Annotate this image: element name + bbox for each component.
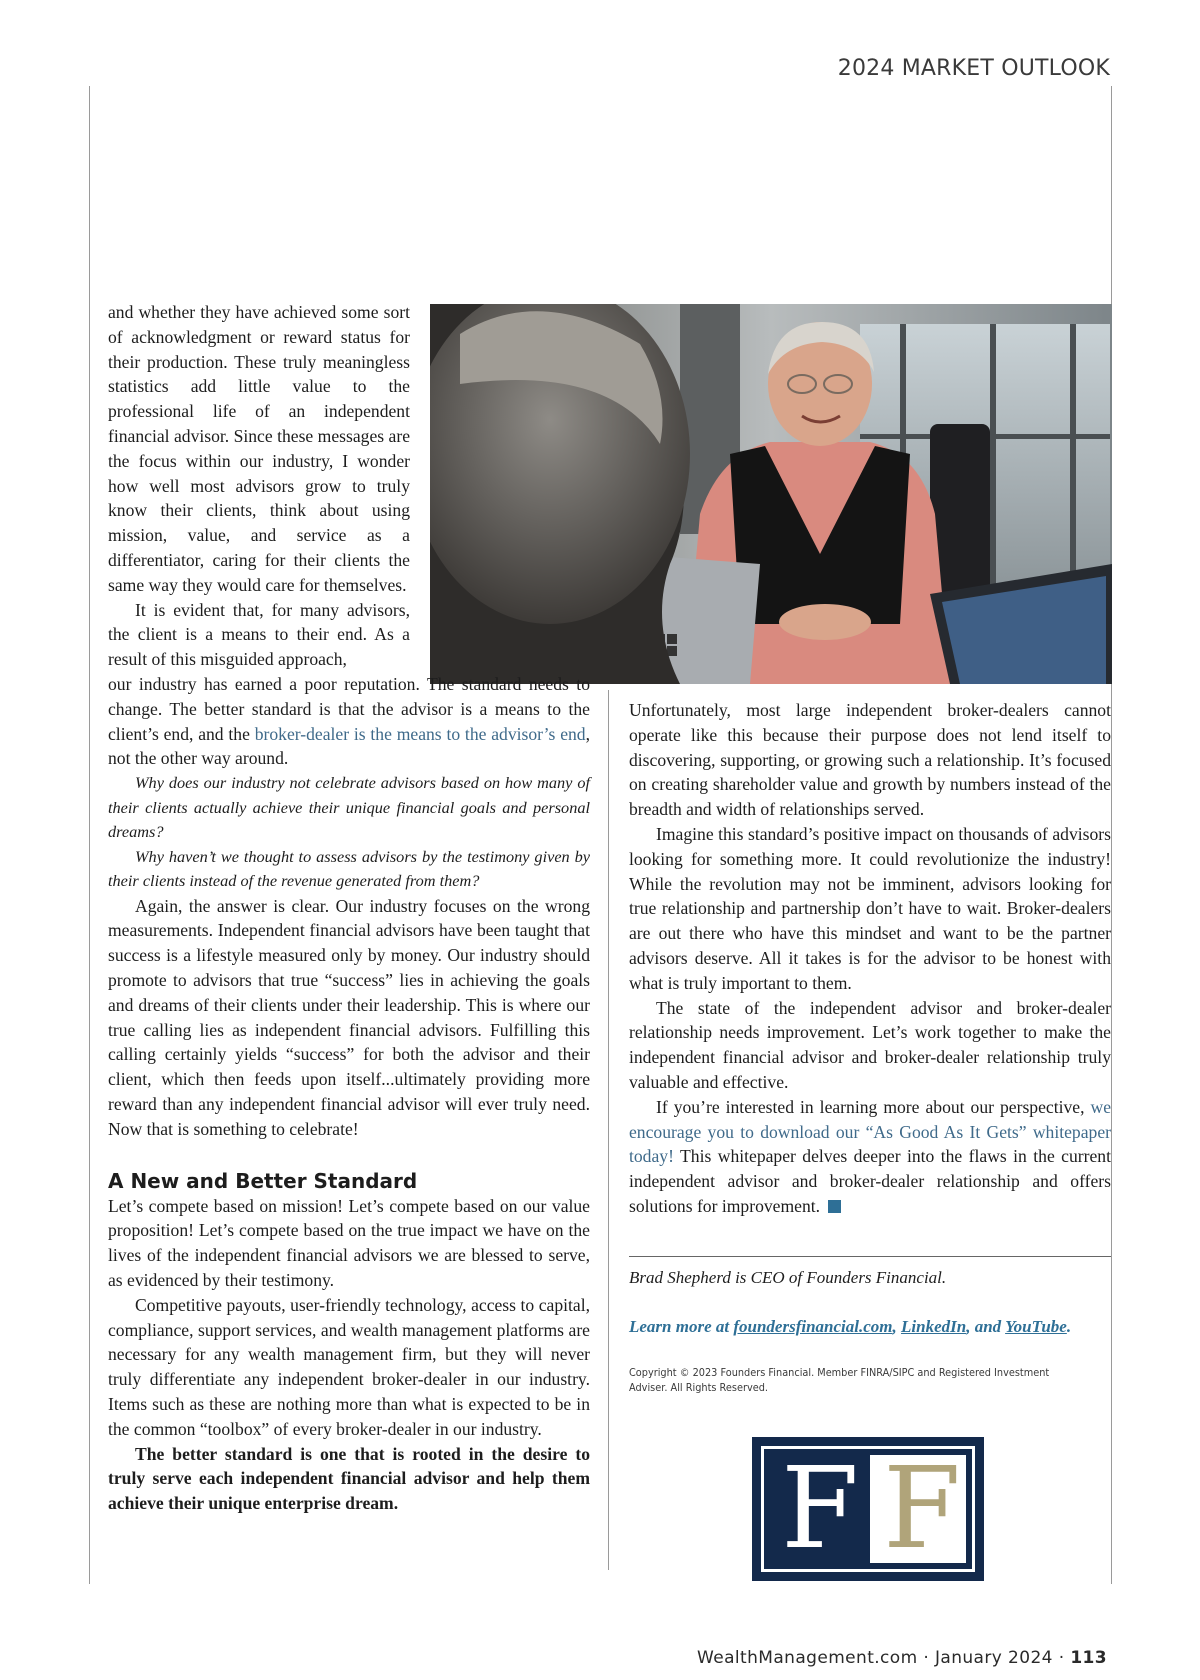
linkedin-link[interactable]: LinkedIn — [901, 1317, 967, 1336]
learn-more-line — [629, 1317, 1119, 1337]
paragraph: Unfortunately, most large independent broker-dealers cannot operate like this because their purpose does not lend itself to discovering, supporting, or growing such a relationship. It’s focused on creating shareholder value and growth by numbers instead of the breadth and width of relationships served. — [629, 700, 1111, 820]
right-column — [629, 698, 1111, 1219]
youtube-link[interactable]: YouTube — [1005, 1317, 1067, 1336]
paragraph — [629, 1095, 1111, 1219]
paragraph: Competitive payouts, user-friendly technology, access to capital, compliance, support services, and wealth management platforms are necessary for any wealth management firm, but they will never truly differentiate any independent broker-dealer in our industry. Items such as these are nothing more than what is expected to be in the common “toolbox” of every broker-dealer in our industry. — [108, 1294, 590, 1439]
text-span: , and — [966, 1317, 1006, 1336]
bio-divider — [629, 1256, 1111, 1257]
whitepaper-link[interactable]: we encourage you to download our “As Good As It Gets” whitepaper today! — [629, 1096, 1111, 1167]
website-link[interactable]: foundersfinancial.com — [733, 1317, 893, 1336]
column-divider — [608, 690, 609, 1570]
end-of-article-mark — [828, 1200, 841, 1213]
text-span: . — [1066, 1317, 1072, 1336]
author-bio: Brad Shepherd is CEO of Founders Financial. — [629, 1268, 947, 1287]
paragraph: Again, the answer is clear. Our industry focuses on the wrong measurements. Independent financial advisors have been taught that success is a lifestyle measured only by money. Our industry should promote to advisors that true “success” lies in achieving the goals and dreams of their clients under their leadership. This is where our true calling lies as independent financial advisors. Fulfilling this calling certainly yields “success” for both the advisor and their client, which then feeds upon itself...ultimately providing more reward than any independent financial advisor will ever truly need. Now that is something to celebrate! — [108, 895, 590, 1139]
logo-letter-gold: F — [883, 1444, 961, 1574]
question-paragraph: Why does our industry not celebrate advisors based on how many of their clients actually achieve their unique financial goals and personal dreams? — [108, 773, 590, 842]
footer-site-date: WealthManagement.com · January 2024 · — [697, 1648, 1071, 1668]
founders-financial-logo — [752, 1437, 984, 1581]
paragraph — [108, 672, 590, 771]
paragraph: Let’s compete based on mission! Let’s compete based on our value proposition! Let’s compete based on the true impact we have on the lives of the independent financial advisors we are blessed to serve, as evidenced by their testimony. — [108, 1195, 590, 1290]
paragraph: It is evident that, for many advisors, the client is a means to their end. As a result of this misguided approach, — [108, 599, 410, 670]
running-header: 2024 MARKET OUTLOOK — [837, 56, 1110, 81]
bold-paragraph: The better standard is one that is rooted in the desire to truly serve each independent financial advisor and help them achieve their unique enterprise dream. — [108, 1443, 590, 1514]
paragraph: The state of the independent advisor and broker-dealer relationship needs improvement. Let’s work together to make the independent financial advisor and broker-dealer relationship truly valuable and effective. — [629, 997, 1111, 1092]
copyright-notice: Copyright © 2023 Founders Financial. Member FINRA/SIPC and Registered Investment Adviser. All Rights Reserved. — [629, 1367, 1050, 1394]
text-span: Learn more at — [629, 1317, 734, 1336]
text-span: If you’re interested in learning more about our perspective, — [656, 1096, 1091, 1117]
text-span: , — [892, 1317, 902, 1336]
text-span: , not the other way around. — [108, 723, 591, 769]
text-span: our industry has earned a poor reputation. The standard needs to change. The better standard is that the advisor is a means to the client’s end, and the — [108, 673, 590, 744]
left-column — [108, 300, 590, 1516]
left-page-rule — [89, 86, 90, 1584]
page-number: 113 — [1070, 1648, 1107, 1668]
section-heading: A New and Better Standard — [108, 1168, 418, 1193]
text-span: This whitepaper delves deeper into the flaws in the current independent advisor and broker-dealer relationship and offers solutions for improvement. — [629, 1146, 1111, 1216]
logo-letter-white: F — [781, 1444, 859, 1574]
page-footer — [697, 1648, 1107, 1668]
paragraph: and whether they have achieved some sort of acknowledgment or reward status for their production. These truly meaningless statistics add little value to the professional life of an independent financial advisor. Since these messages are the focus within our industry, I wonder how well most advisors grow to truly know their clients, think about using mission, value, and service as a differentiator, caring for their clients the same way they would care for themselves. — [108, 302, 410, 595]
question-paragraph: Why haven’t we thought to assess advisors by the testimony given by their clients instead of the revenue generated from them? — [108, 846, 590, 891]
inline-link[interactable]: broker-dealer is the means to the advisor’s end — [254, 723, 586, 744]
paragraph: Imagine this standard’s positive impact on thousands of advisors looking for something more. It could revolutionize the industry! While the revolution may not be imminent, advisors looking for true relationship and partnership don’t have to wait. Broker-dealers are out there who have this mindset and want to be the partner advisors deserve. All it takes is for the advisor to be honest with what is truly important to them. — [629, 823, 1111, 993]
